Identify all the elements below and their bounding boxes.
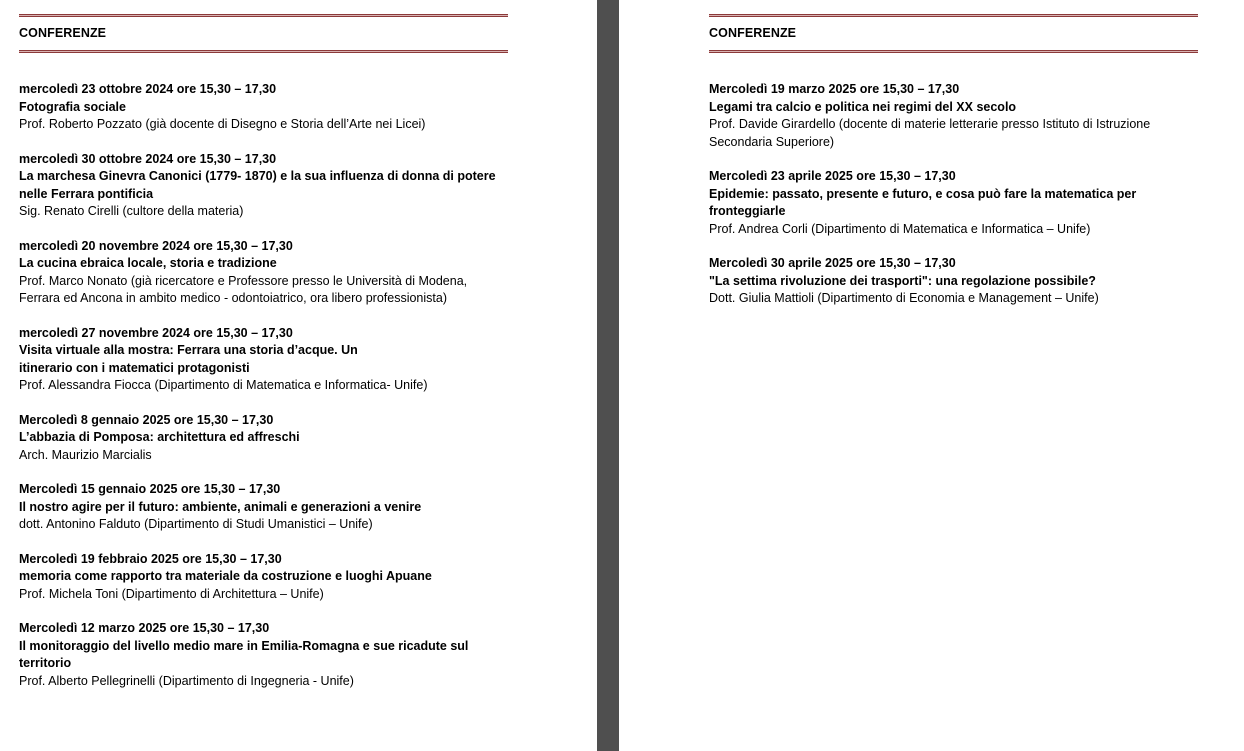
- section-title: CONFERENZE: [709, 26, 797, 40]
- section-bottom-rule: [709, 50, 1198, 53]
- event-speaker: Sig. Renato Cirelli (cultore della materia): [19, 204, 244, 218]
- event-title: Il nostro agire per il futuro: ambiente, animali e generazioni a venire: [19, 499, 422, 514]
- event-title: La marchesa Ginevra Canonici (1779- 1870) e la sua influenza di donna di potere nelle Ferrara pontificia: [19, 169, 496, 201]
- page-2-column: [709, 14, 1198, 325]
- event-title: Fotografia sociale: [19, 99, 126, 114]
- page-1-column: [19, 14, 508, 707]
- event-date: mercoledì 23 ottobre 2024 ore 15,30 – 17,30: [19, 82, 277, 96]
- event-item: [709, 168, 1198, 238]
- event-list: [709, 81, 1198, 308]
- event-speaker: Prof. Davide Girardello (docente di materie letterarie presso Istituto di Istruzione Secondaria Superiore): [709, 117, 1151, 149]
- event-title: Epidemie: passato, presente e futuro, e cosa può fare la matematica per fronteggiarle: [709, 186, 1137, 218]
- event-speaker: Prof. Alberto Pellegrinelli (Dipartimento di Ingegneria - Unife): [19, 673, 354, 688]
- event-item: [19, 412, 508, 465]
- event-item: [19, 151, 508, 221]
- event-date: mercoledì 20 novembre 2024 ore 15,30 – 17,30: [19, 238, 293, 253]
- event-item: [709, 81, 1198, 151]
- document-page-2: [619, 0, 1244, 751]
- section-top-rule: [709, 14, 1198, 17]
- event-item: [19, 81, 508, 134]
- event-title: Visita virtuale alla mostra: Ferrara una storia d’acque. Un itinerario con i matematici protagonisti: [19, 343, 358, 375]
- event-speaker: Prof. Alessandra Fiocca (Dipartimento di Matematica e Informatica- Unife): [19, 378, 428, 392]
- event-date: Mercoledì 12 marzo 2025 ore 15,30 – 17,30: [19, 621, 270, 635]
- event-speaker: Arch. Maurizio Marcialis: [19, 447, 152, 462]
- event-speaker: Dott. Giulia Mattioli (Dipartimento di Economia e Management – Unife): [709, 291, 1099, 305]
- event-speaker: Prof. Roberto Pozzato (già docente di Disegno e Storia dell’Arte nei Licei): [19, 117, 426, 131]
- event-title: "La settima rivoluzione dei trasporti": una regolazione possibile?: [709, 273, 1096, 288]
- document-page-1: [0, 0, 597, 751]
- event-date: Mercoledì 23 aprile 2025 ore 15,30 – 17,30: [709, 169, 956, 183]
- event-speaker: Prof. Andrea Corli (Dipartimento di Matematica e Informatica – Unife): [709, 221, 1091, 236]
- event-item: [709, 255, 1198, 308]
- event-speaker: dott. Antonino Falduto (Dipartimento di Studi Umanistici – Unife): [19, 517, 373, 531]
- event-date: Mercoledì 30 aprile 2025 ore 15,30 – 17,30: [709, 256, 956, 270]
- section-bottom-rule: [19, 50, 508, 53]
- event-speaker: Prof. Michela Toni (Dipartimento di Architettura – Unife): [19, 586, 324, 601]
- event-date: mercoledì 27 novembre 2024 ore 15,30 – 17,30: [19, 325, 293, 340]
- event-item: [19, 551, 508, 604]
- section-title: CONFERENZE: [19, 26, 107, 40]
- event-item: [19, 620, 508, 690]
- event-item: [19, 325, 508, 395]
- event-speaker: Prof. Marco Nonato (già ricercatore e Professore presso le Università di Modena, Ferrara ed Ancona in ambito medico - odontoiatrico, ora libero professionista): [19, 273, 468, 305]
- event-title: memoria come rapporto tra materiale da costruzione e luoghi Apuane: [19, 569, 432, 583]
- event-title: Legami tra calcio e politica nei regimi del XX secolo: [709, 99, 1017, 114]
- event-date: Mercoledì 19 marzo 2025 ore 15,30 – 17,30: [709, 82, 960, 96]
- event-item: [19, 238, 508, 308]
- event-item: [19, 481, 508, 534]
- event-title: Il monitoraggio del livello medio mare in Emilia-Romagna e sue ricadute sul territorio: [19, 638, 469, 670]
- event-date: Mercoledì 19 febbraio 2025 ore 15,30 – 17,30: [19, 551, 282, 566]
- section-top-rule: [19, 14, 508, 17]
- event-title: La cucina ebraica locale, storia e tradizione: [19, 256, 277, 270]
- event-date: Mercoledì 15 gennaio 2025 ore 15,30 – 17,30: [19, 482, 281, 496]
- page-gutter: [597, 0, 619, 751]
- event-title: L’abbazia di Pomposa: architettura ed affreschi: [19, 430, 300, 444]
- event-date: mercoledì 30 ottobre 2024 ore 15,30 – 17,30: [19, 151, 277, 166]
- event-date: Mercoledì 8 gennaio 2025 ore 15,30 – 17,30: [19, 412, 274, 427]
- event-list: [19, 81, 508, 690]
